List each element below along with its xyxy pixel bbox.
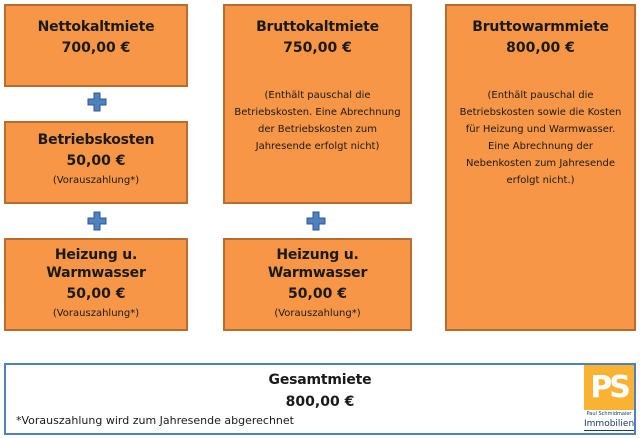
bruttokaltmiete-box xyxy=(223,4,412,204)
nettokaltmiete-title: Nettokaltmiete xyxy=(37,19,155,35)
heizung-amount: 50,00 € xyxy=(288,286,347,302)
bruttokaltmiete-description: (Enthält pauschal die Betriebskosten. Eine Abrechnung der Betriebskosten zum Jahresende erfolgt nicht) xyxy=(234,90,401,152)
heizung-amount: 50,00 € xyxy=(66,286,126,302)
heizung-note: (Vorauszahlung*) xyxy=(274,308,361,319)
gesamtmiete-amount: 800,00 € xyxy=(285,394,355,410)
bruttokaltmiete-title: Bruttokaltmiete xyxy=(256,19,379,35)
heizung-title: Heizung u. Warmwasser xyxy=(267,247,368,281)
nettokaltmiete-amount: 700,00 € xyxy=(61,40,131,56)
gesamtmiete-title: Gesamtmiete xyxy=(268,372,372,388)
bruttowarmmiete-amount: 800,00 € xyxy=(506,40,575,56)
heizung-title: Heizung u. Warmwasser xyxy=(46,247,146,281)
nettokaltmiete-box xyxy=(4,4,188,87)
heizung-note: (Vorauszahlung*) xyxy=(52,308,140,319)
logo-subtitle: Immobilien xyxy=(584,419,635,429)
footnote: *Vorauszahlung wird zum Jahresende abgerechnet xyxy=(16,414,294,427)
bruttowarmmiete-description: (Enthält pauschal die Betriebskosten sowie die Kosten für Heizung und Warmwasser. Eine Abrechnung der Nebenkosten zum Jahresende erfolgt nicht.) xyxy=(459,90,622,186)
bruttowarmmiete-title: Bruttowarmmiete xyxy=(472,19,609,35)
heizung-box-left xyxy=(4,238,188,331)
heizung-box-middle xyxy=(223,238,412,331)
plus-icon xyxy=(87,211,107,231)
betriebskosten-title: Betriebskosten xyxy=(37,132,155,148)
plus-icon xyxy=(87,92,107,112)
bruttokaltmiete-amount: 750,00 € xyxy=(283,40,352,56)
logo-name: Paul Schmidmaier xyxy=(586,411,632,417)
company-logo xyxy=(584,365,634,433)
plus-icon xyxy=(306,211,326,231)
betriebskosten-amount: 50,00 € xyxy=(66,153,126,169)
betriebskosten-note: (Vorauszahlung*) xyxy=(52,175,140,186)
logo-initials: PS xyxy=(584,365,634,410)
gesamtmiete-box xyxy=(4,363,636,435)
bruttowarmmiete-box xyxy=(445,4,636,331)
betriebskosten-box xyxy=(4,121,188,204)
